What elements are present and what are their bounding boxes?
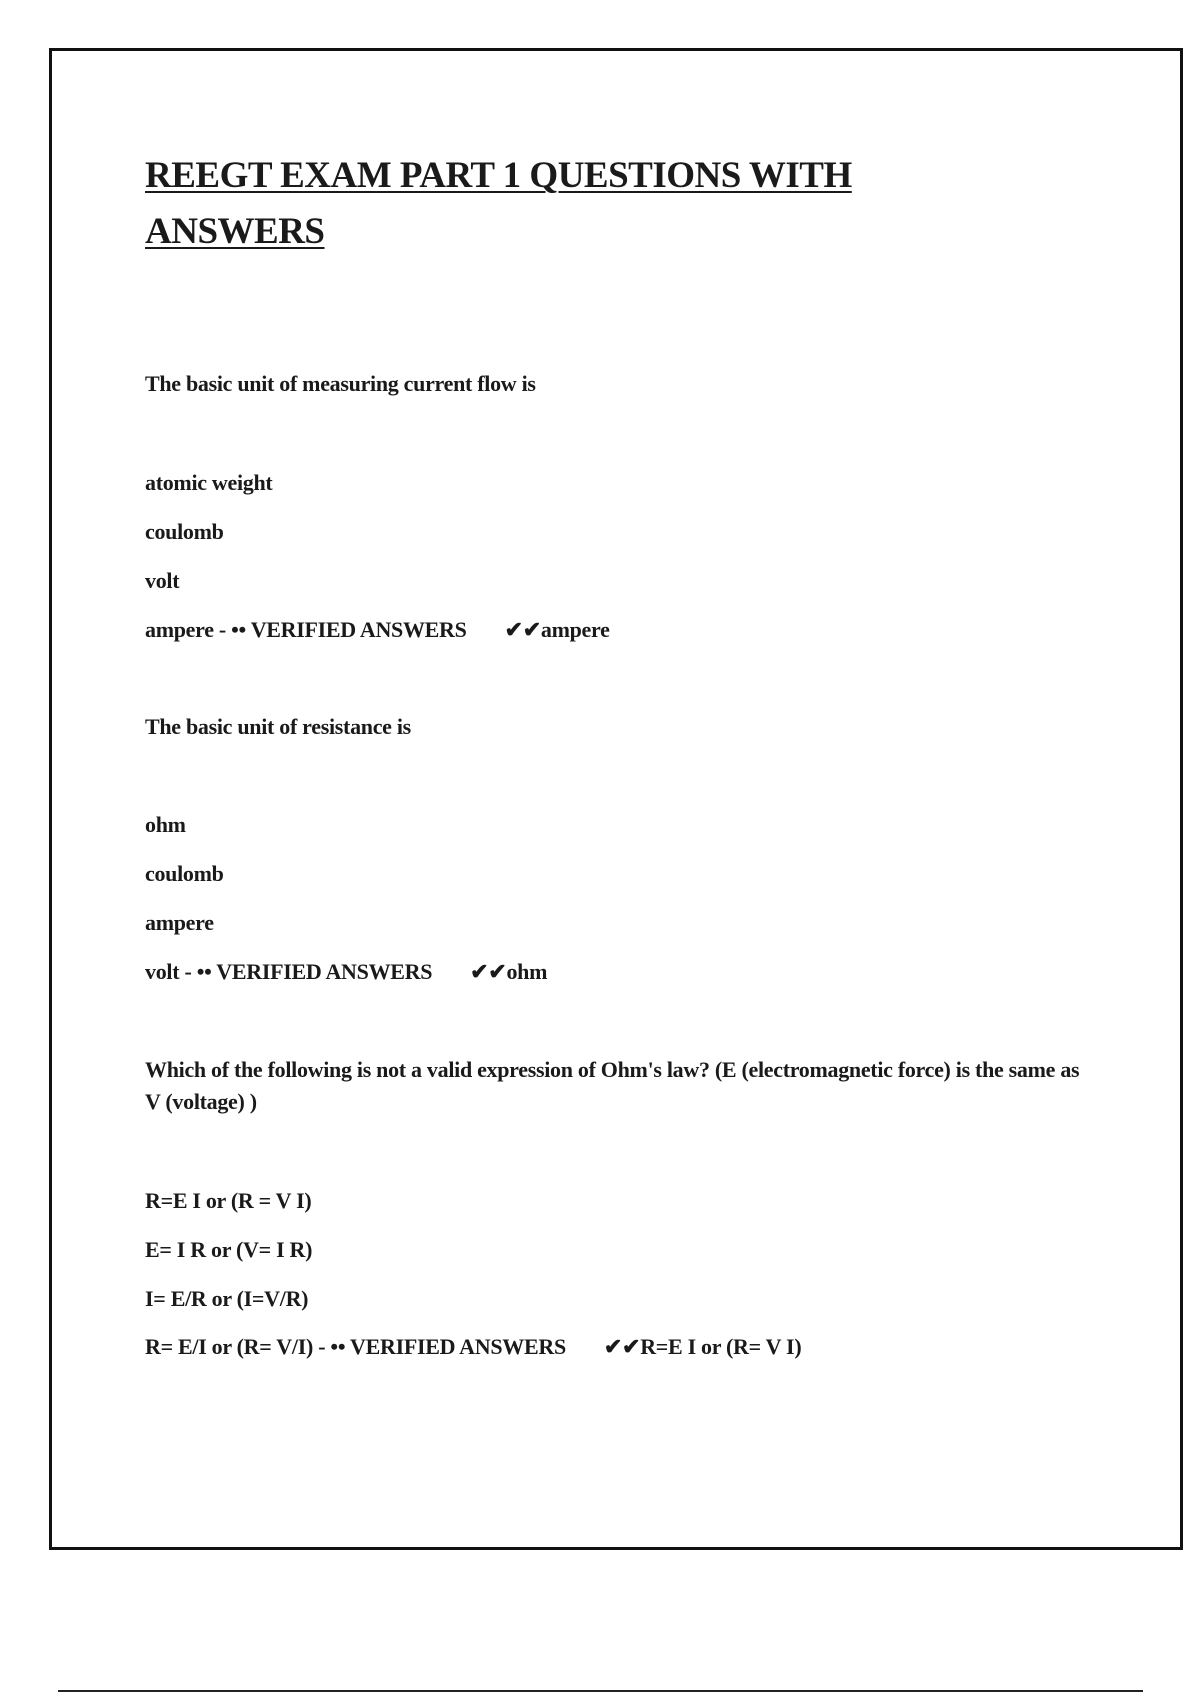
verified-marker: •• VERIFIED ANSWERS: [196, 959, 433, 984]
correct-answer: ohm: [506, 959, 548, 984]
option-item: ampere: [145, 910, 214, 935]
check-icon: ✔✔: [470, 959, 507, 984]
option-item: atomic weight: [145, 470, 273, 495]
correct-answer: R=E I or (R= V I): [640, 1334, 802, 1359]
option-item: R=E I or (R = V I): [145, 1188, 312, 1213]
question-text: Which of the following is not a valid expression of Ohm's law? (E (electromagnetic force) is the same as V (voltage) ): [145, 1057, 1080, 1114]
question-3: [145, 1054, 1090, 1118]
document-title: REEGT EXAM PART 1 QUESTIONS WITH ANSWERS: [145, 155, 852, 252]
question-text: The basic unit of measuring current flow is: [145, 371, 536, 396]
option-item: ohm: [145, 812, 186, 837]
answer-line: [145, 957, 547, 987]
verified-marker: •• VERIFIED ANSWERS: [231, 617, 467, 642]
option-item: volt: [145, 568, 180, 593]
option-item: I= E/R or (I=V/R): [145, 1286, 309, 1311]
question-2: [145, 711, 1045, 743]
answer-line: [145, 615, 610, 645]
page-frame: [49, 48, 1183, 1550]
correct-answer: ampere: [540, 617, 610, 642]
check-icon: ✔✔: [504, 617, 541, 642]
check-icon: ✔✔: [603, 1334, 641, 1359]
footer-divider: [58, 1690, 1143, 1692]
option-item: coulomb: [145, 861, 224, 886]
verified-marker: •• VERIFIED ANSWERS: [330, 1334, 566, 1359]
answer-option: R= E/I or (R= V/I): [145, 1334, 313, 1359]
answer-line: [145, 1332, 801, 1362]
option-item: E= I R or (V= I R): [145, 1237, 313, 1262]
option-item: coulomb: [145, 519, 224, 544]
question-text: The basic unit of resistance is: [145, 714, 411, 739]
answer-option: volt: [145, 959, 180, 984]
answer-option: ampere: [145, 617, 214, 642]
answer-separator: -: [218, 617, 226, 642]
question-1: [145, 368, 1045, 400]
answer-separator: -: [318, 1334, 326, 1359]
answer-separator: -: [184, 959, 192, 984]
